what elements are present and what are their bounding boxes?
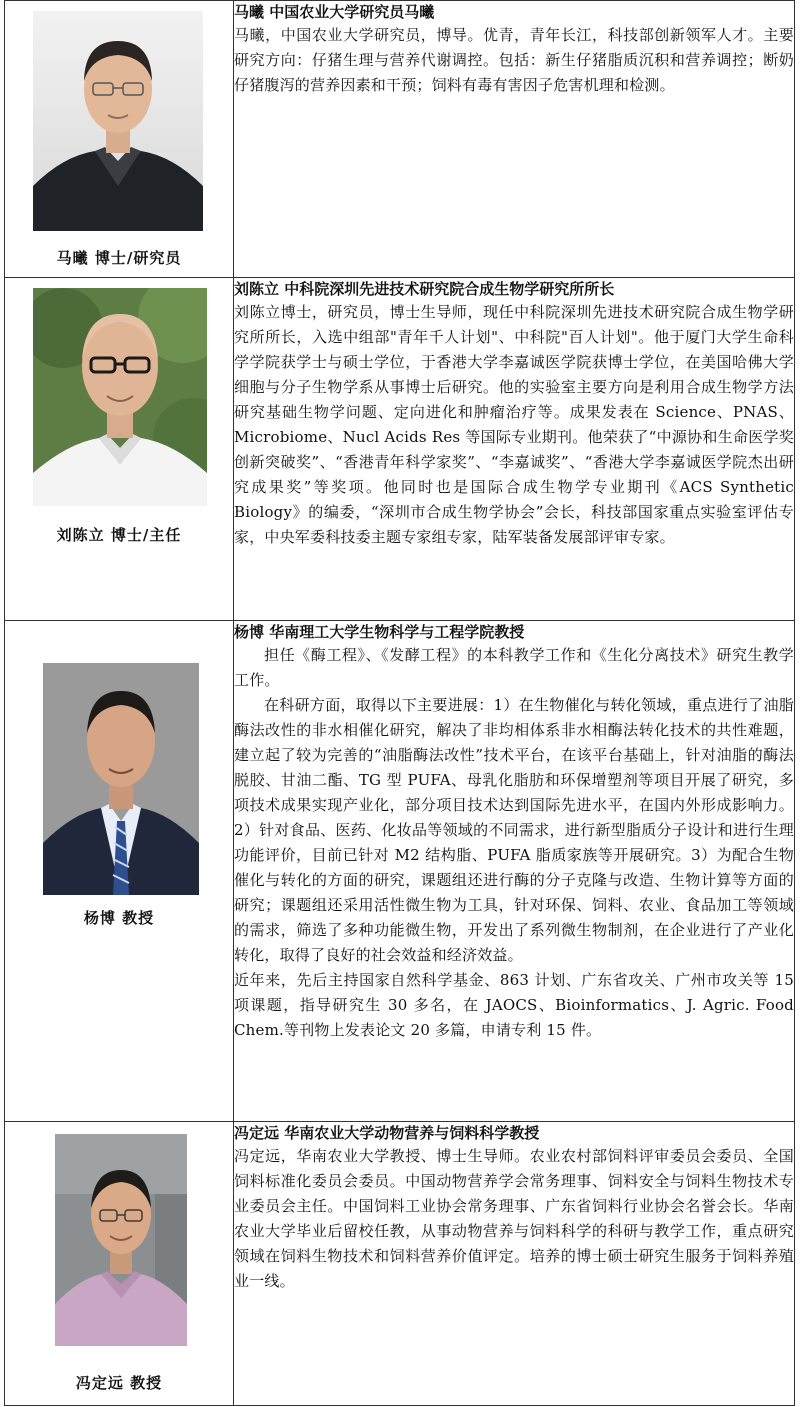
bio-heading: 刘陈立 中科院深圳先进技术研究院合成生物学研究所所长 — [234, 280, 615, 298]
portrait-caption: 冯定远 教授 — [75, 1374, 163, 1392]
photo-cell — [5, 1, 234, 278]
portrait-illustration — [43, 663, 199, 895]
bio-paragraph: 担任《酶工程》、《发酵工程》的本科教学工作和《生化分离技术》研究生教学工作。 — [234, 646, 794, 689]
bio-cell — [234, 1122, 795, 1406]
portrait-photo — [33, 11, 203, 231]
portrait-caption: 刘陈立 博士/主任 — [56, 526, 182, 544]
bio-paragraph: 冯定远，华南农业大学教授、博士生导师。农业农村部饲料评审委员会委员、全国饲料标准化委员会委员。中国动物营养学会常务理事、饲料安全与饲料生物技术专业委员会主任。中国饲料工业协会常务理事、广东省饲料行业协会名誉会长。华南农业大学毕业后留校任教，从事动物营养与饲料科学的科研与教学工作，重点研究领域在饲料生物技术和饲料营养价值评定。培养的博士硕士研究生服务于饲料养殖业一线。 — [234, 1147, 794, 1290]
portrait-photo — [33, 288, 207, 506]
portrait-illustration — [55, 1134, 187, 1346]
portrait-illustration — [33, 288, 207, 506]
portrait-photo — [55, 1134, 187, 1346]
bio-paragraph: 近年来，先后主持国家自然科学基金、863 计划、广东省攻关、广州市攻关等 15 项课题，指导研究生 30 多名，在 JAOCS、Bioinformatics、J. Agric. Food Chem.等刊物上发表论文 20 多篇，申请专利 15 件。 — [234, 971, 794, 1039]
bio-paragraph: 在科研方面，取得以下主要进展：1）在生物催化与转化领域，重点进行了油脂酶法改性的非水相催化研究，解决了非均相体系非水相酶法转化技术的共性难题，建立起了较为完善的“油脂酶法改性”技术平台，在该平台基础上，针对油脂的酶法脱胶、甘油二酯、TG 型 PUFA、母乳化脂肪和环保增塑剂等项目开展了研究，多项技术成果实现产业化，部分项目技术达到国际先进水平，在国内外形成影响力。2）针对食品、医药、化妆品等领域的不同需求，进行新型脂质分子设计和进行生理功能评价，目前已针对 M2 结构脂、PUFA 脂质家族等开展研究。3）为配合生物催化与转化的方面的研究，课题组还进行酶的分子克隆与改造、生物计算等方面的研究；课题组还采用活性微生物为工具，针对环保、饲料、农业、食品加工等领域的需求，筛选了多种功能微生物，开发出了系列微生物制剂，在企业进行了产业化转化，取得了良好的社会效益和经济效益。 — [234, 696, 794, 964]
bio-cell — [234, 621, 795, 1122]
photo-cell — [5, 278, 234, 621]
portrait-illustration — [33, 11, 203, 231]
photo-cell — [5, 1122, 234, 1406]
photo-cell — [5, 621, 234, 1122]
bio-heading: 冯定远 华南农业大学动物营养与饲料科学教授 — [234, 1124, 540, 1142]
bio-paragraph: 刘陈立博士，研究员，博士生导师，现任中科院深圳先进技术研究院合成生物学研究所所长，入选中组部"青年千人计划"、中科院"百人计划"。他于厦门大学生命科学学院获学士与硕士学位，于香港大学李嘉诚医学院获博士学位，在美国哈佛大学细胞与分子生物学系从事博士后研究。他的实验室主要方向是利用合成生物学方法研究基础生物学问题、定向进化和肿瘤治疗等。成果发表在 Science、PNAS、Microbiome、Nucl Acids Res 等国际专业期刊。他荣获了“中源协和生命医学奖创新突破奖”、“香港青年科学家奖”、“李嘉诚奖”、“香港大学李嘉诚医学院杰出研究成果奖”等奖项。他同时也是国际合成生物学专业期刊《ACS Synthetic Biology》的编委，“深圳市合成生物学协会”会长，科技部国家重点实验室评估专家，中央军委科技委主题专家组专家，陆军装备发展部评审专家。 — [234, 303, 794, 546]
profile-row — [5, 1, 795, 278]
bio-heading: 马曦 中国农业大学研究员马曦 — [234, 3, 435, 21]
portrait-caption: 马曦 博士/研究员 — [56, 249, 182, 267]
bio-paragraph: 马曦，中国农业大学研究员，博导。优青，青年长江，科技部创新领军人才。主要研究方向：仔猪生理与营养代谢调控。包括：新生仔猪脂质沉积和营养调控；断奶仔猪腹泻的营养因素和干预；饲料有毒有害因子危害机理和检测。 — [234, 26, 794, 94]
bio-cell — [234, 278, 795, 621]
portrait-caption: 杨博 教授 — [83, 909, 155, 927]
profile-row — [5, 621, 795, 1122]
bio-heading: 杨博 华南理工大学生物科学与工程学院教授 — [234, 623, 525, 641]
profile-row — [5, 278, 795, 621]
portrait-photo — [43, 663, 199, 895]
profiles-table — [4, 0, 795, 1406]
bio-cell — [234, 1, 795, 278]
profile-row — [5, 1122, 795, 1406]
